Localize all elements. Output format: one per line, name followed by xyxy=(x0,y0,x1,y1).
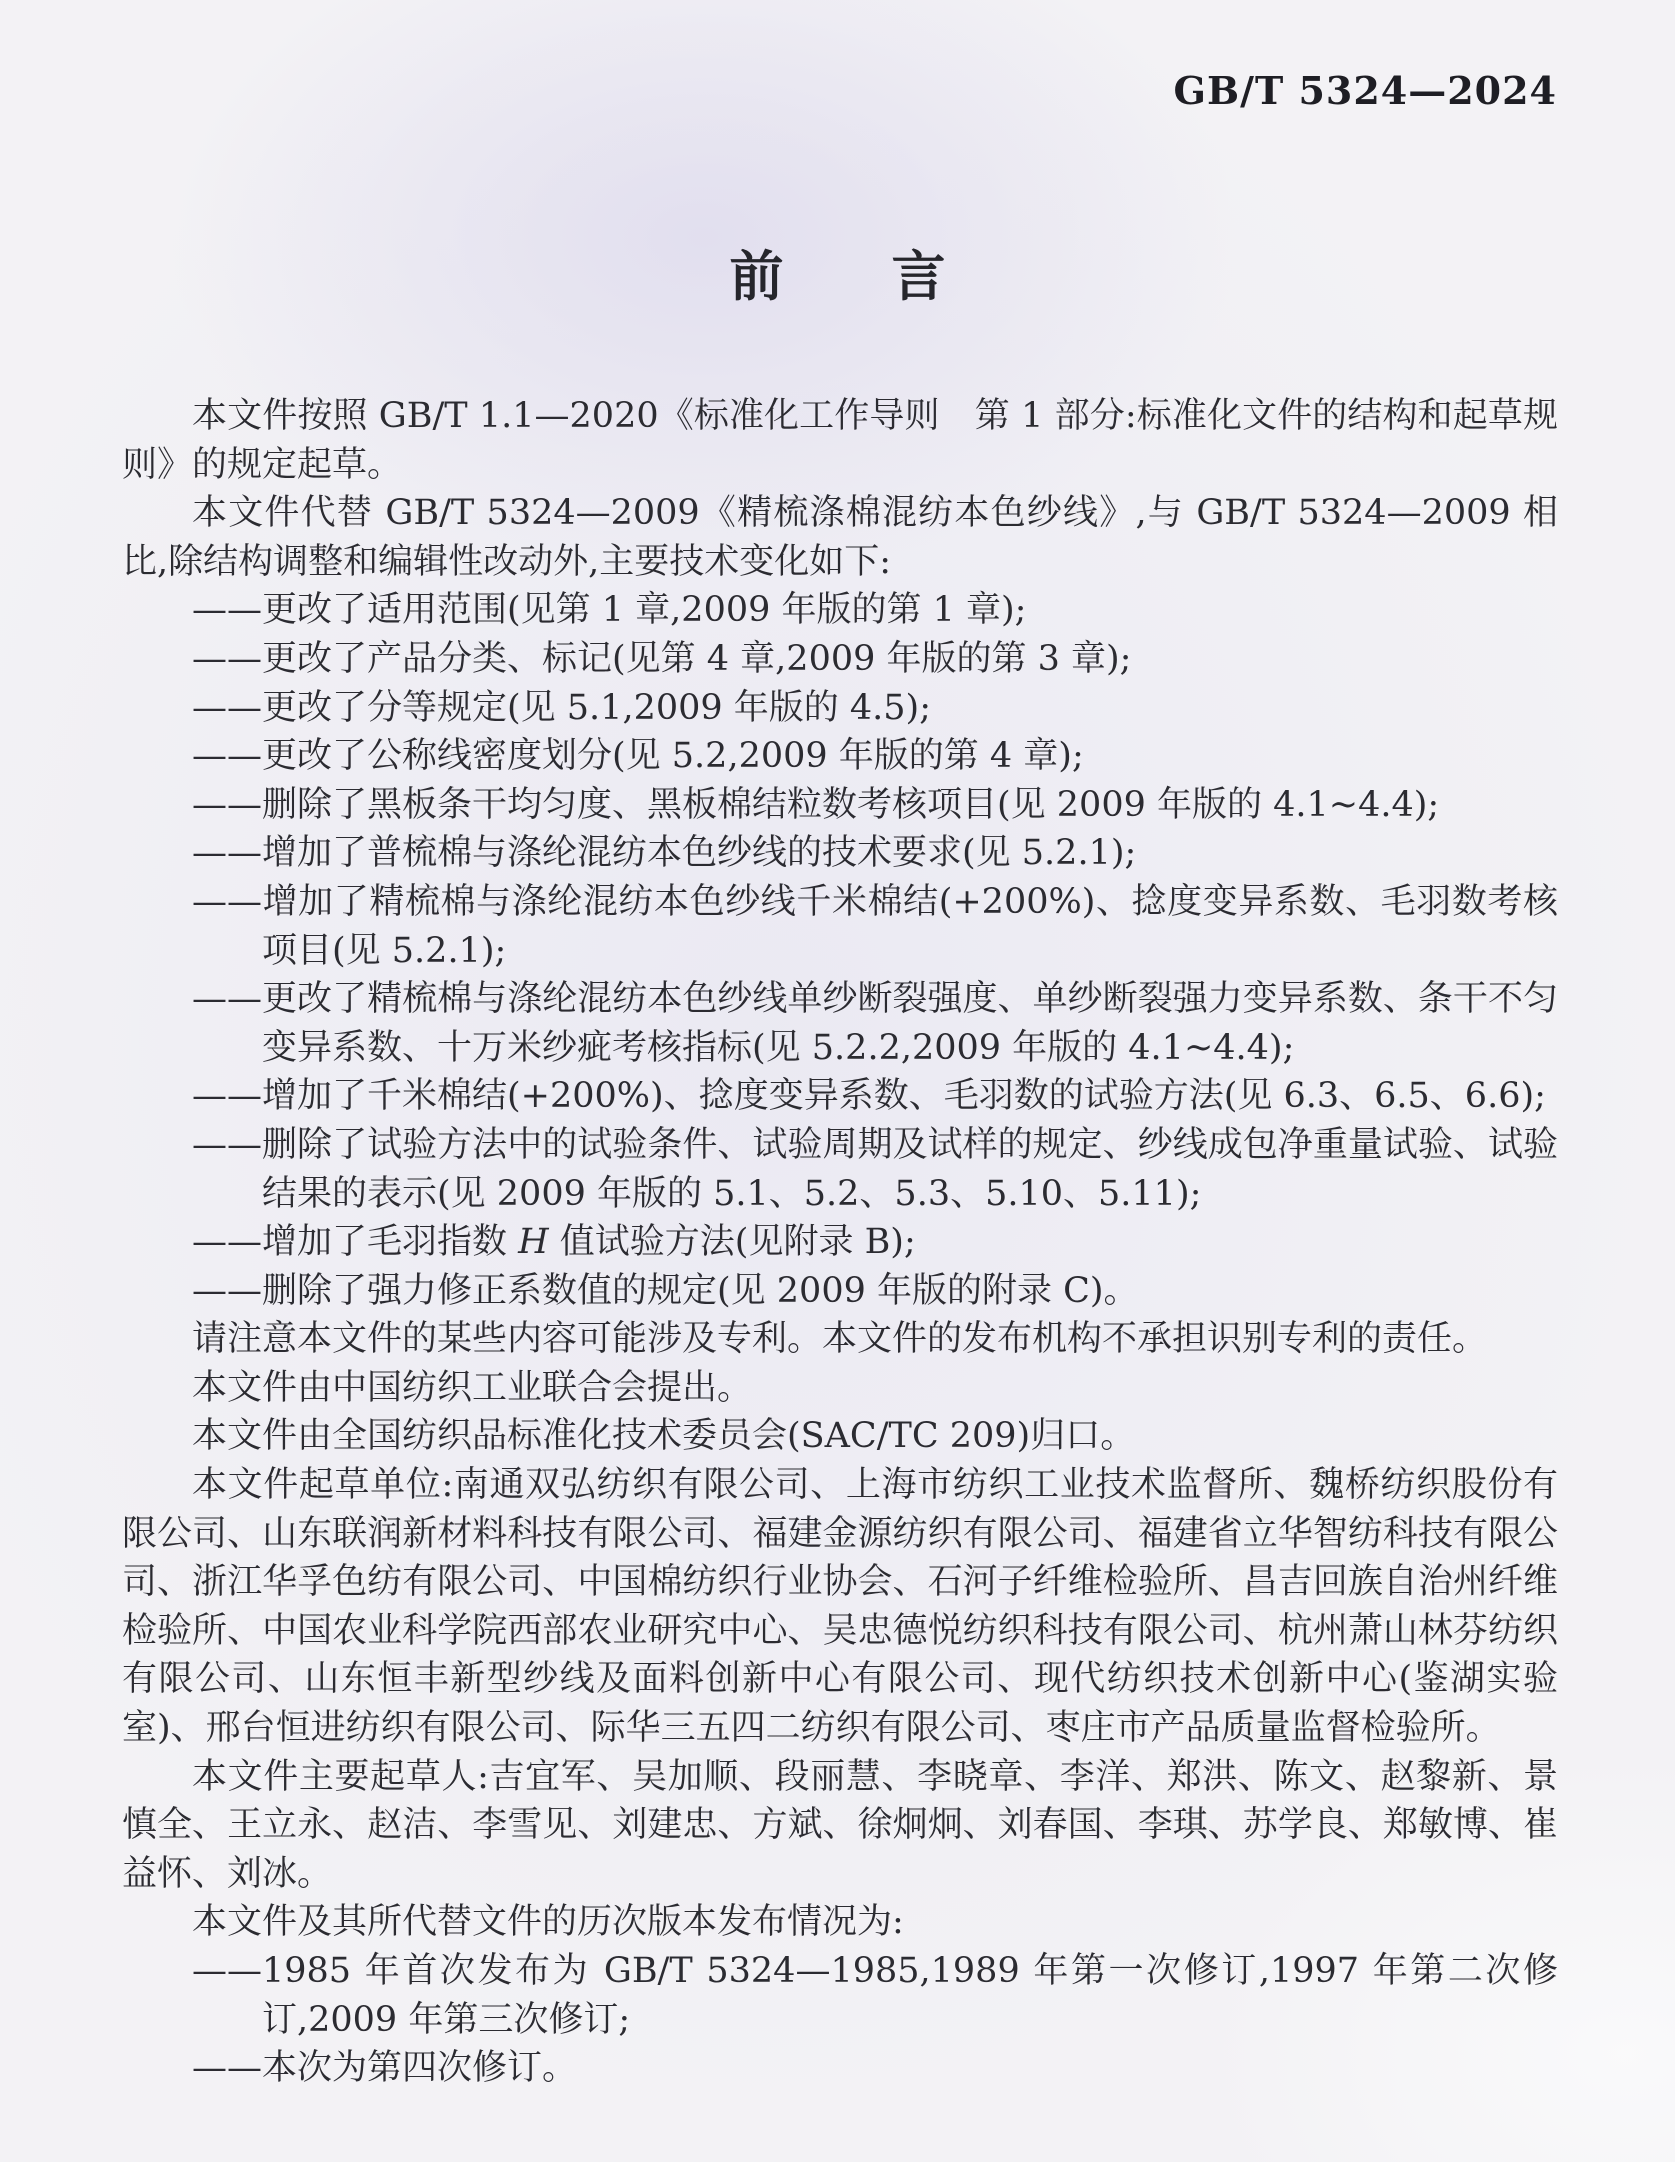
paragraph-replacement: 本文件代替 GB/T 5324—2009《精梳涤棉混纺本色纱线》,与 GB/T 5324—2009 相比,除结构调整和编辑性改动外,主要技术变化如下: xyxy=(122,493,1558,582)
proposed-by-note: 本文件由中国纺织工业联合会提出。 xyxy=(192,1367,753,1408)
change-item: ——增加了精梳棉与涤纶混纺本色纱线千米棉结(+200%)、捻度变异系数、毛羽数考核项目(见 5.2.1); xyxy=(192,881,1558,971)
change-item: ——更改了适用范围(见第 1 章,2009 年版的第 1 章); xyxy=(192,590,1027,631)
change-item: ——增加了普梳棉与涤纶混纺本色纱线的技术要求(见 5.2.1); xyxy=(192,833,1137,874)
change-item: ——更改了公称线密度划分(见 5.2,2009 年版的第 4 章); xyxy=(192,736,1084,777)
patent-note: 请注意本文件的某些内容可能涉及专利。本文件的发布机构不承担识别专利的责任。 xyxy=(192,1319,1488,1360)
centralized-by-note: 本文件由全国纺织品标准化技术委员会(SAC/TC 209)归口。 xyxy=(192,1416,1136,1457)
change-item xyxy=(122,1218,1558,1267)
history-item: ——本次为第四次修订。 xyxy=(192,2048,578,2089)
foreword-body xyxy=(122,392,1558,2093)
change-item: ——更改了分等规定(见 5.1,2009 年版的 4.5); xyxy=(192,687,931,728)
standard-code: GB/T 5324—2024 xyxy=(1173,68,1557,113)
paragraph-drafting-basis: 本文件按照 GB/T 1.1—2020《标准化工作导则 第 1 部分:标准化文件的结构和起草规则》的规定起草。 xyxy=(122,396,1558,485)
change-item: ——增加了千米棉结(+200%)、捻度变异系数、毛羽数的试验方法(见 6.3、6.5、6.6); xyxy=(192,1076,1546,1117)
history-item: ——1985 年首次发布为 GB/T 5324—1985,1989 年第一次修订,1997 年第二次修订,2009 年第三次修订; xyxy=(192,1951,1558,2040)
change-item: ——删除了试验方法中的试验条件、试验周期及试样的规定、纱线成包净重量试验、试验结果的表示(见 2009 年版的 5.1、5.2、5.3、5.10、5.11); xyxy=(192,1124,1558,1214)
change-item: ——更改了精梳棉与涤纶混纺本色纱线单纱断裂强度、单纱断裂强力变异系数、条干不匀变异系数、十万米纱疵考核指标(见 5.2.2,2009 年版的 4.1~4.4); xyxy=(192,979,1558,1068)
revision-history-list xyxy=(122,1947,1558,2093)
drafters-paragraph: 本文件主要起草人:吉宜军、吴加顺、段丽慧、李晓章、李洋、郑洪、陈文、赵黎新、景慎全、王立永、赵洁、李雪见、刘建忠、方斌、徐炯炯、刘春国、李琪、苏学良、郑敏博、崔益怀、刘冰。 xyxy=(122,1756,1558,1894)
change-item: ——更改了产品分类、标记(见第 4 章,2009 年版的第 3 章); xyxy=(192,638,1132,679)
history-intro: 本文件及其所代替文件的历次版本发布情况为: xyxy=(192,1902,904,1943)
foreword-title: 前 言 xyxy=(729,244,946,308)
change-item: ——删除了强力修正系数值的规定(见 2009 年版的附录 C)。 xyxy=(192,1270,1139,1311)
technical-changes-list xyxy=(122,586,1558,1315)
change-item-text: 值试验方法(见附录 B); xyxy=(548,1222,916,1263)
drafting-units-paragraph: 本文件起草单位:南通双弘纺织有限公司、上海市纺织工业技术监督所、魏桥纺织股份有限公司、山东联润新材料科技有限公司、福建金源纺织有限公司、福建省立华智纺科技有限公司、浙江华孚色纺有限公司、中国棉纺织行业协会、石河子纤维检验所、昌吉回族自治州纤维检验所、中国农业科学院西部农业研究中心、吴忠德悦纺织科技有限公司、杭州萧山林芬纺织有限公司、山东恒丰新型纱线及面料创新中心有限公司、现代纺织技术创新中心(鉴湖实验室)、邢台恒进纺织有限公司、际华三五四二纺织有限公司、枣庄市产品质量监督检验所。 xyxy=(122,1465,1558,1749)
change-item-text: ——增加了毛羽指数 xyxy=(192,1222,519,1263)
hairiness-index-symbol: H xyxy=(518,1222,549,1263)
change-item: ——删除了黑板条干均匀度、黑板棉结粒数考核项目(见 2009 年版的 4.1~4.4); xyxy=(192,784,1440,825)
